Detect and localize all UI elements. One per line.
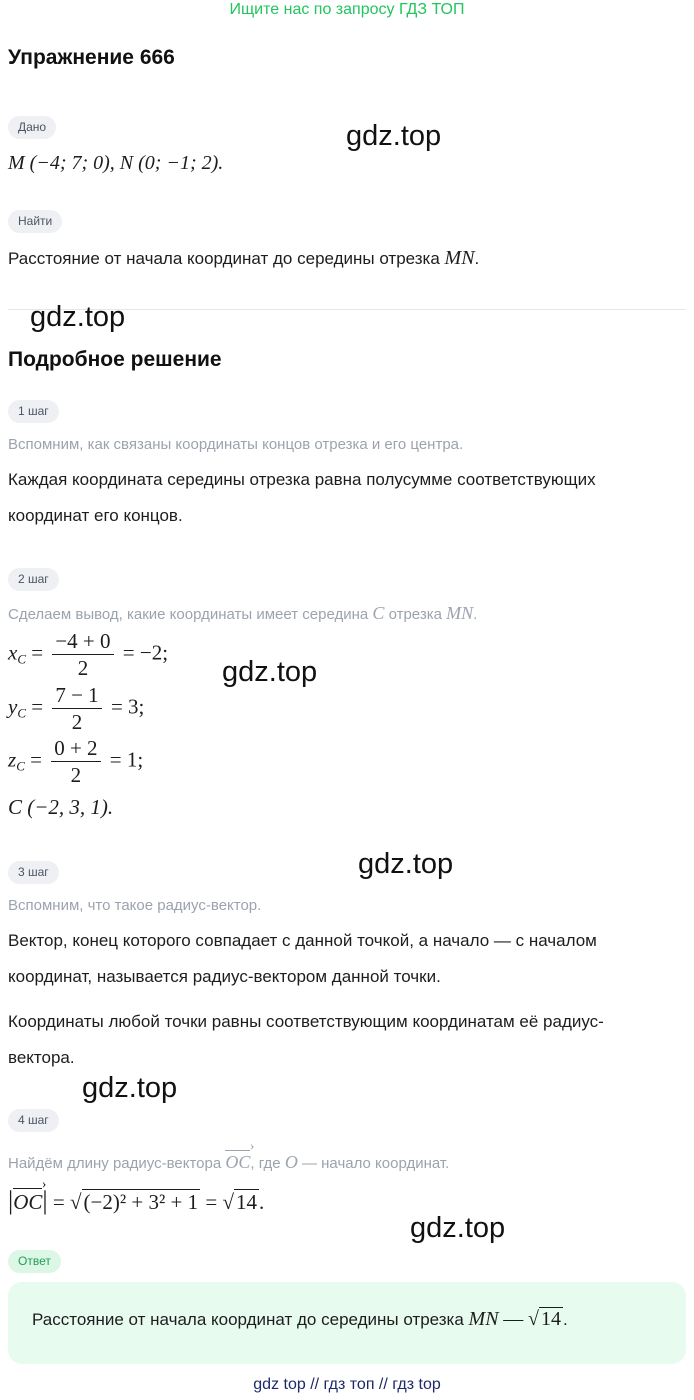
yc-den: 2 [71, 710, 83, 734]
zc-lhs: z [8, 747, 17, 772]
watermark: gdz.top [346, 120, 442, 152]
zc-fraction [51, 735, 100, 788]
answer-segment: MN [468, 1308, 499, 1330]
step1-text: Каждая координата середины отрезка равна полусумме соответствующих координат его концов. [8, 470, 596, 525]
xc-lhs: x [8, 640, 18, 665]
step2-label [8, 568, 59, 591]
find-text-body: Расстояние от начала координат до середины отрезка [8, 249, 440, 268]
step2-hint [8, 603, 477, 624]
oc-length-formula: |OC ›| = √(−2)² + 3² + 1 = √14. [8, 1186, 264, 1216]
watermark: gdz.top [222, 656, 318, 688]
find-label [8, 210, 62, 233]
step2-hint-end: . [473, 606, 478, 623]
step3-text1: Вектор, конец которого совпадает с данной точкой, а начало — с началом координат, называется радиус-вектором данной точки. [8, 931, 597, 986]
step2-pill: 2 шаг [8, 568, 59, 591]
step4-hint-mid: , где [250, 1155, 281, 1172]
yc-num: 7 − 1 [52, 682, 101, 709]
xc-den: 2 [77, 656, 89, 680]
c-point: C (−2, 3, 1). [8, 795, 114, 819]
step2-hint-mid: отрезка [388, 606, 442, 623]
step3-label [8, 861, 59, 884]
given-pill: Дано [8, 116, 56, 139]
given-label [8, 116, 56, 139]
yc-rhs: = 3; [110, 694, 145, 719]
xc-num: −4 + 0 [52, 628, 113, 655]
yc-sub: C [17, 705, 26, 721]
zc-equation: $z_C$ = $\frac{0 + 2}{2}$ = 1; [8, 736, 144, 787]
answer-text-body: Расстояние от начала координат до середины отрезка [32, 1310, 464, 1329]
step1-label [8, 400, 59, 423]
step3-hint: Вспомним, что такое радиус-вектор. [8, 897, 262, 914]
top-search-link[interactable]: Ищите нас по запросу ГДЗ ТОП [229, 1, 465, 18]
answer-dash: — [503, 1308, 524, 1330]
solution-title: Подробное решение [8, 348, 222, 371]
watermark: gdz.top [358, 848, 454, 880]
watermark: gdz.top [82, 1072, 178, 1104]
watermark: gdz.top [30, 301, 126, 333]
page-title: Упражнение 666 [8, 46, 175, 69]
answer-end: . [563, 1310, 568, 1329]
step4-label [8, 1109, 59, 1132]
step1-hint: Вспомним, как связаны координаты концов отрезка и его центра. [8, 436, 464, 453]
watermark: gdz.top [410, 1212, 506, 1244]
step4-hint-end: — начало координат. [301, 1155, 450, 1172]
formula-inner: (−2)² + 3² + 1 [83, 1190, 199, 1214]
xc-rhs: = −2; [122, 640, 169, 665]
step2-hint-point: C [372, 603, 385, 623]
xc-equation: $x_C$ = $\frac{-4 + 0}{2}$ = −2; [8, 629, 169, 680]
answer-text: Расстояние от начала координат до середины отрезка MN — √ 14 . [32, 1308, 568, 1330]
step2-hint-pre: Сделаем вывод, какие координаты имеет середина [8, 606, 369, 623]
xc-fraction [52, 628, 113, 681]
step4-hint-vec: OC › [225, 1150, 250, 1173]
yc-equation: $y_C$ = $\frac{7 - 1}{2}$ = 3; [8, 683, 145, 734]
step1-pill: 1 шаг [8, 400, 59, 423]
step2-hint-segment: MN [446, 603, 474, 623]
formula-result: 14 [235, 1190, 257, 1214]
step3-text2: Координаты любой точки равны соответствующим координатам её радиус-вектора. [8, 1012, 604, 1067]
footer-links[interactable]: gdz top // гдз топ // гдз top [253, 1376, 441, 1393]
find-text [8, 240, 668, 277]
find-end: . [474, 249, 480, 268]
answer-value: 14 [541, 1308, 561, 1330]
step4-hint [8, 1150, 449, 1173]
zc-rhs: = 1; [109, 747, 144, 772]
zc-num: 0 + 2 [51, 735, 100, 762]
xc-sub: C [17, 651, 26, 667]
find-pill: Найти [8, 210, 62, 233]
zc-den: 2 [70, 763, 82, 787]
step3-pill: 3 шаг [8, 861, 59, 884]
yc-fraction [52, 682, 101, 735]
step4-hint-o: O [284, 1152, 298, 1172]
answer-pill: Ответ [8, 1250, 61, 1273]
formula-vec: OC › [13, 1188, 42, 1215]
find-segment: MN [444, 247, 475, 269]
step4-pill: 4 шаг [8, 1109, 59, 1132]
yc-lhs: y [8, 694, 18, 719]
step4-hint-pre: Найдём длину радиус-вектора [8, 1155, 222, 1172]
answer-label [8, 1250, 61, 1273]
given-points: M (−4; 7; 0), N (0; −1; 2). [8, 152, 224, 174]
zc-sub: C [16, 758, 25, 774]
